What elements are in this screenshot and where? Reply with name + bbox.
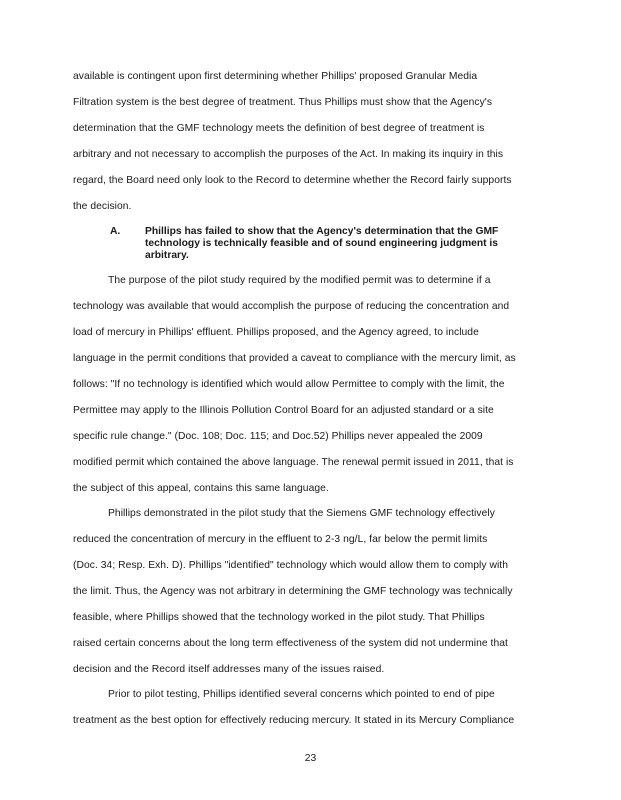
heading-label: A. bbox=[110, 226, 121, 237]
text-line: load of mercury in Phillips' effluent. Phillips proposed, and the Agency agreed, to include bbox=[73, 327, 479, 338]
text-line: regard, the Board need only look to the Record to determine whether the Record fairly supports bbox=[73, 175, 512, 186]
text-line: treatment as the best option for effectively reducing mercury. It stated in its Mercury Compliance bbox=[73, 715, 515, 726]
text-line: language in the permit conditions that provided a caveat to compliance with the mercury limit, as bbox=[73, 353, 516, 364]
text-line: the decision. bbox=[73, 201, 132, 212]
text-line: feasible, where Phillips showed that the technology worked in the pilot study. That Phillips bbox=[73, 612, 485, 623]
text-line: modified permit which contained the above language. The renewal permit issued in 2011, that is bbox=[73, 457, 514, 468]
text-line: the subject of this appeal, contains this same language. bbox=[73, 483, 329, 494]
text-line: Filtration system is the best degree of treatment. Thus Phillips must show that the Agency's bbox=[73, 97, 493, 108]
text-line: arbitrary and not necessary to accomplish the purposes of the Act. In making its inquiry in this bbox=[73, 149, 504, 160]
heading-line: Phillips has failed to show that the Agency's determination that the GMF bbox=[145, 226, 499, 237]
text-line: follows: "If no technology is identified which would allow Permittee to comply with the limit, the bbox=[73, 379, 505, 390]
text-line: (Doc. 34; Resp. Exh. D). Phillips "identified" technology which would allow them to comply with bbox=[73, 560, 508, 571]
page-number: 23 bbox=[304, 753, 317, 764]
text-line: reduced the concentration of mercury in the effluent to 2-3 ng/L, far below the permit limits bbox=[73, 534, 488, 545]
heading-line: technology is technically feasible and of sound engineering judgment is bbox=[145, 238, 499, 249]
text-line: the limit. Thus, the Agency was not arbitrary in determining the GMF technology was technically bbox=[73, 586, 513, 597]
text-line: decision and the Record itself addresses many of the issues raised. bbox=[73, 664, 385, 675]
text-line: The purpose of the pilot study required by the modified permit was to determine if a bbox=[108, 275, 491, 286]
text-line: Phillips demonstrated in the pilot study that the Siemens GMF technology effectively bbox=[108, 508, 495, 519]
text-line: raised certain concerns about the long term effectiveness of the system did not undermine that bbox=[73, 638, 508, 649]
text-line: determination that the GMF technology meets the definition of best degree of treatment is bbox=[73, 123, 485, 134]
text-line: available is contingent upon first determining whether Phillips' proposed Granular Media bbox=[73, 71, 478, 82]
text-line: technology was available that would accomplish the purpose of reducing the concentration and bbox=[73, 301, 510, 312]
text-line: Permittee may apply to the Illinois Pollution Control Board for an adjusted standard or a site bbox=[73, 405, 494, 416]
text-line: specific rule change." (Doc. 108; Doc. 115; and Doc.52) Phillips never appealed the 2009 bbox=[73, 431, 483, 442]
heading-line: arbitrary. bbox=[145, 250, 189, 261]
text-line: Prior to pilot testing, Phillips identified several concerns which pointed to end of pipe bbox=[108, 689, 495, 700]
